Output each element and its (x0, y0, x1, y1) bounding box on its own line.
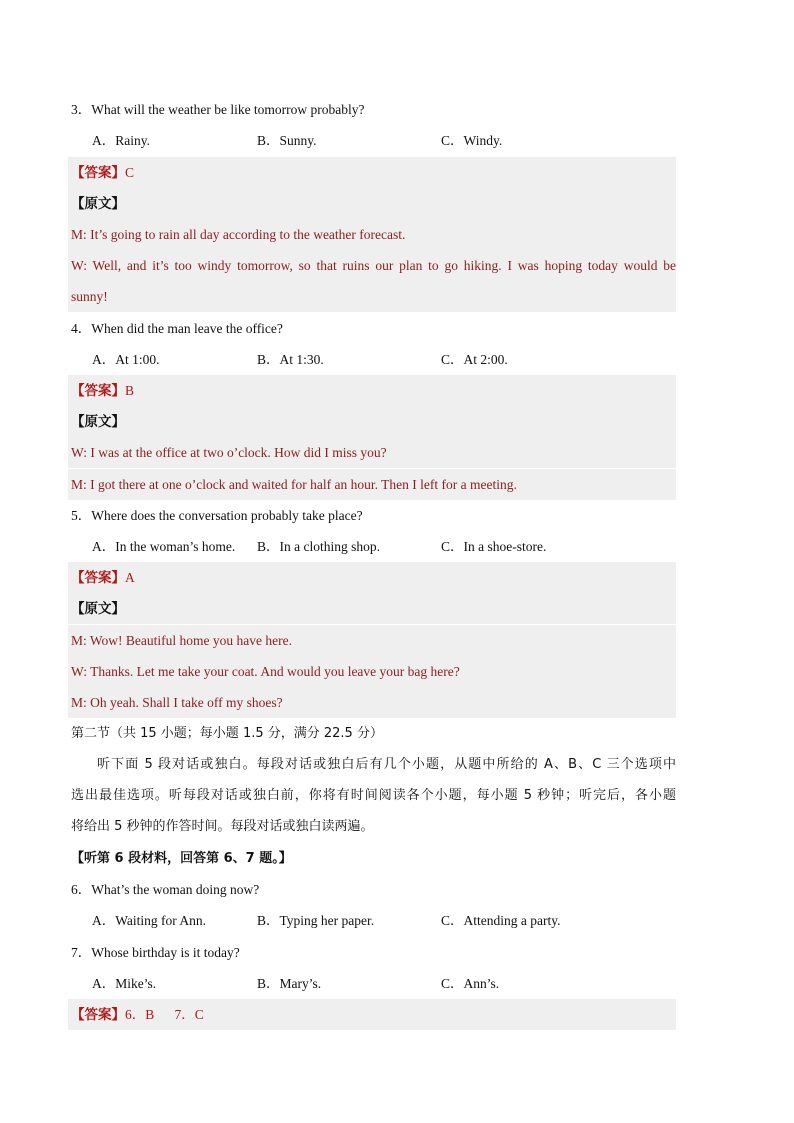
question-7: 7．Whose birthday is it today? (71, 945, 240, 960)
transcript-tag: 【原文】 (71, 414, 125, 429)
question-4-options (71, 344, 676, 375)
answer-value: A (125, 570, 135, 585)
section-2-instructions-1: 听下面 5 段对话或独白。每段对话或独白后有几个小题，从题中所给的 A、B、C 三个选项中 (97, 757, 676, 772)
q4-option-a: A．At 1:00. (92, 352, 160, 367)
answer-value: 6．B 7．C (125, 1007, 204, 1022)
question-3-options (71, 125, 676, 156)
transcript-tag: 【原文】 (71, 196, 125, 211)
q3-option-a: A．Rainy. (92, 133, 150, 148)
q4-line-1: W: I was at the office at two o’clock. How did I miss you? (68, 437, 676, 468)
q4-line-2: M: I got there at one o’clock and waited for half an hour. Then I left for a meeting. (68, 469, 676, 500)
q5-line-1: M: Wow! Beautiful home you have here. (68, 625, 676, 656)
q3-option-b: B．Sunny. (257, 133, 317, 148)
answer-value: C (125, 165, 135, 180)
q3-line-2: W: Well, and it’s too windy tomorrow, so that ruins our plan to go hiking. I was hoping today would be (68, 250, 676, 281)
section-2-instructions-2: 选出最佳选项。听每段对话或独白前，你将有时间阅读各个小题，每小题 5 秒钟；听完后，各小题 (71, 788, 676, 803)
section-2-instructions-3: 将给出 5 秒钟的作答时间。每段对话或独白读两遍。 (71, 819, 374, 834)
q4-transcript-tag (68, 406, 676, 437)
q5-transcript-tag (68, 593, 676, 624)
answer-tag: 【答案】 (71, 165, 125, 180)
q4-option-b: B．At 1:30. (257, 352, 324, 367)
q4-answer (68, 375, 676, 406)
q6-option-b: B．Typing her paper. (257, 913, 375, 928)
question-6-options (71, 905, 676, 936)
q5-option-c: C．In a shoe-store. (441, 539, 547, 554)
q3-line-1: M: It’s going to rain all day according to the weather forecast. (68, 219, 676, 250)
q5-line-3: M: Oh yeah. Shall I take off my shoes? (68, 687, 676, 718)
question-6: 6．What’s the woman doing now? (71, 882, 260, 897)
q3-transcript-tag (68, 188, 676, 219)
question-5: 5．Where does the conversation probably take place? (71, 508, 363, 523)
question-7-options (71, 968, 676, 999)
transcript-tag: 【原文】 (71, 601, 125, 616)
question-5-options (71, 531, 676, 562)
material-6-heading: 【听第 6 段材料，回答第 6、7 题。】 (71, 851, 292, 866)
q7-option-a: A．Mike’s. (92, 976, 157, 991)
q5-answer (68, 562, 676, 593)
q3-line-3: sunny! (68, 281, 676, 312)
q6-7-answer (68, 999, 676, 1030)
section-2-heading: 第二节（共 15 小题；每小题 1.5 分，满分 22.5 分） (71, 726, 383, 741)
answer-value: B (125, 383, 135, 398)
q7-option-b: B．Mary’s. (257, 976, 322, 991)
answer-tag: 【答案】 (71, 570, 125, 585)
q5-line-2: W: Thanks. Let me take your coat. And would you leave your bag here? (68, 656, 676, 687)
q6-option-a: A．Waiting for Ann. (92, 913, 207, 928)
q7-option-c: C．Ann’s. (441, 976, 500, 991)
question-3: 3．What will the weather be like tomorrow probably? (71, 102, 365, 117)
q5-option-a: A．In the woman’s home. (92, 539, 236, 554)
answer-tag: 【答案】 (71, 1007, 125, 1022)
q3-answer (68, 157, 676, 188)
q4-option-c: C．At 2:00. (441, 352, 508, 367)
answer-tag: 【答案】 (71, 383, 125, 398)
question-4: 4．When did the man leave the office? (71, 321, 283, 336)
q5-option-b: B．In a clothing shop. (257, 539, 380, 554)
q6-option-c: C．Attending a party. (441, 913, 561, 928)
q3-option-c: C．Windy. (441, 133, 503, 148)
